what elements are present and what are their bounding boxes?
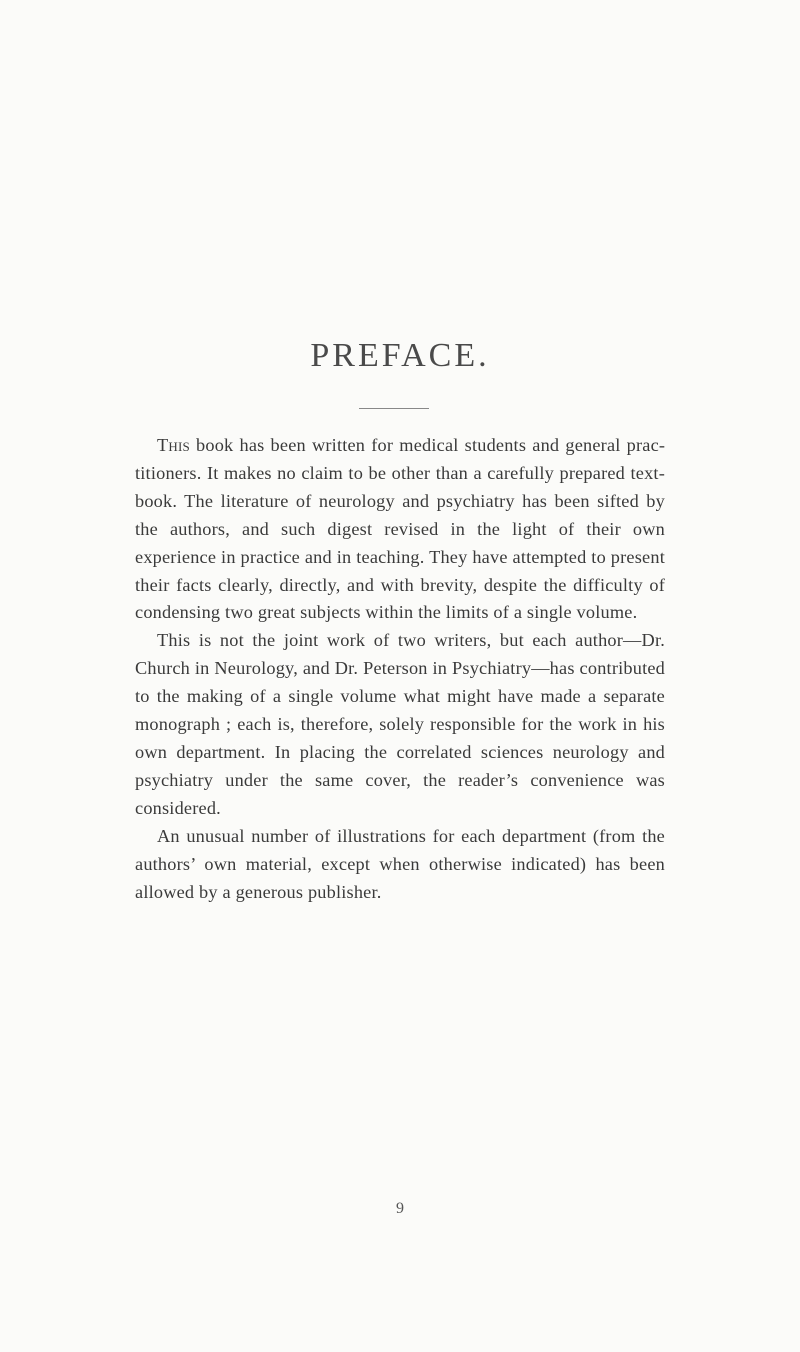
page-number: 9 bbox=[396, 1200, 404, 1217]
preface-body bbox=[135, 432, 665, 906]
paragraph-1-lead: This bbox=[157, 435, 190, 455]
paragraph-3 bbox=[135, 823, 665, 907]
paragraph-1 bbox=[135, 432, 665, 627]
paragraph-2 bbox=[135, 627, 665, 822]
paragraph-3-text: An unusual number of illustrations for each department (from the authors’ own material, except when otherwise indicated) has been allowed by a generous publisher. bbox=[135, 825, 665, 902]
title-divider bbox=[359, 408, 429, 409]
paragraph-2-text: This is not the joint work of two writers, but each author—Dr. Church in Neurology, and Dr. Peterson in Psychiatry—has contributed to the making of a single volume what might have made a separate monograph ; each is, therefore, solely responsible for the work in his own department. In placing the correlated sciences neurology and psychiatry under the same cover, the reader’s convenience was considered. bbox=[135, 630, 665, 818]
page-title: PREFACE. bbox=[310, 337, 490, 374]
paragraph-1-text: book has been written for medical students and general practitioners. It makes no claim to be other than a carefully prepared text-book. The literature of neurology and psychiatry has been sifted by the authors, and such digest revised in the light of their own experience in practice and in teaching. They have attempted to present their facts clearly, directly, and with brevity, despite the difficulty of condensing two great subjects within the limits of a single volume. bbox=[135, 435, 665, 623]
